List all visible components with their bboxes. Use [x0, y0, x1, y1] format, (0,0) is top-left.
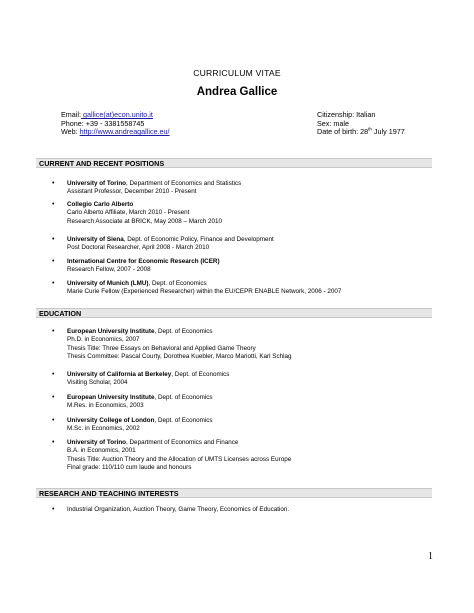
web-label: Web: — [61, 127, 78, 137]
date-of-birth-line: Date of birth: 28th July 1977 — [317, 126, 405, 137]
section-header-research: RESEARCH AND TEACHING INTERESTS — [36, 488, 432, 498]
education-entry: University of Torino, Department of Economics and Finance B.A. in Economics, 2001 Thesis Title: Auction Theory and the Allocation of UMTS Licenses across Europe Final grade: 110/110 cum laude and honours — [67, 439, 292, 471]
bullet-icon: • — [52, 439, 55, 446]
email-label: Email: — [61, 110, 81, 119]
institution-name: Collegio Carlo Alberto — [67, 201, 134, 208]
bullet-icon: • — [52, 506, 55, 513]
institution-name: European University Institute — [67, 328, 155, 335]
institution-name: International Centre for Economic Research (ICER) — [67, 258, 220, 265]
bullet-icon: • — [52, 280, 55, 287]
bullet-icon: • — [52, 201, 55, 208]
education-entry: European University Institute, Dept. of Economics M.Res. in Economics, 2003 — [67, 394, 213, 410]
education-entry: European University Institute, Dept. of Economics Ph.D. in Economics, 2007 Thesis Title: Three Essays on Behavioral and Applied Game Theory Thesis Committee: Pascal Courty, Dorothea Kuebler, Marco Mariotti, Karl Schlag — [67, 328, 292, 360]
research-interests: Industrial Organization, Auction Theory, Game Theory, Economics of Education. — [67, 506, 290, 513]
position-entry: University of Torino, Department of Economics and Statistics Assistant Professor, December 2010 - Present — [67, 180, 242, 196]
bullet-icon: • — [52, 328, 55, 335]
institution-name: University of Torino — [67, 180, 127, 187]
section-header-positions: CURRENT AND RECENT POSITIONS — [36, 158, 432, 168]
position-entry: University of Munich (LMU), Dept. of Economics Marie Curie Fellow (Experienced Researcher) within the EU/CEPR ENABLE Network, 2006 - 2007 — [67, 280, 342, 296]
person-name: Andrea Gallice — [196, 86, 278, 98]
institution-name: University of Munich (LMU) — [67, 280, 149, 287]
bullet-icon: • — [52, 371, 55, 378]
bullet-icon: • — [52, 258, 55, 265]
phone-line: Phone: +39 - 3381558745 — [61, 118, 145, 128]
education-entry: University College of London, Dept. of Economics M.Sc. in Economics, 2002 — [67, 417, 213, 433]
web-line — [61, 128, 170, 137]
contact-right — [317, 111, 405, 137]
bullet-icon: • — [52, 417, 55, 424]
position-entry: International Centre for Economic Research (ICER) Research Fellow, 2007 - 2008 — [67, 258, 220, 274]
contact-left — [61, 111, 170, 137]
institution-name: University of Siena — [67, 236, 124, 243]
bullet-icon: • — [52, 394, 55, 401]
bullet-icon: • — [52, 180, 55, 187]
institution-name: University of Torino — [67, 439, 127, 446]
bullet-icon: • — [52, 236, 55, 243]
citizenship-line: Citizenship: Italian — [317, 110, 376, 119]
page-number: 1 — [428, 551, 433, 562]
section-header-education: EDUCATION — [36, 308, 432, 318]
institution-name: European University Institute — [67, 394, 155, 401]
web-link[interactable]: http://www.andreagallice.eu/ — [79, 127, 170, 137]
email-link[interactable]: gallice(at)econ.unito.it — [80, 110, 153, 119]
position-entry: Collegio Carlo Alberto Carlo Alberto Affiliate, March 2010 - Present Research Associate at BRICK, May 2008 – March 2010 — [67, 201, 223, 225]
position-entry: University of Siena, Dept. of Economic Policy, Finance and Development Post Doctoral Researcher, April 2008 - March 2010 — [67, 236, 274, 252]
institution-name: University of California at Berkeley — [67, 371, 172, 378]
education-entry: University of California at Berkeley, Dept. of Economics Visiting Scholar, 2004 — [67, 371, 230, 387]
document-title: CURRICULUM VITAE — [193, 68, 281, 78]
institution-name: University College of London — [67, 417, 155, 424]
sex-line: Sex: male — [317, 118, 349, 128]
